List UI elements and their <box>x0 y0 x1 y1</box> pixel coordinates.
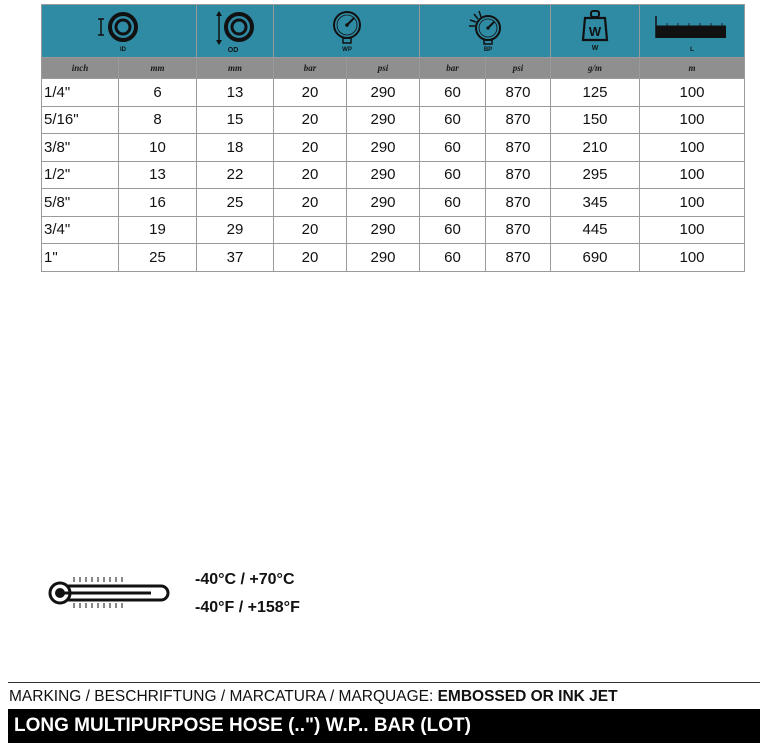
marking-label: MARKING / BESCHRIFTUNG / MARCATURA / MARQUAGE: <box>9 688 438 705</box>
table-cell: 25 <box>197 189 274 217</box>
od-header <box>197 5 274 58</box>
weight-header <box>551 5 640 58</box>
table-cell: 10 <box>119 134 197 162</box>
table-cell: 295 <box>551 161 640 189</box>
table-cell: 150 <box>551 106 640 134</box>
table-cell: 1/4" <box>42 79 119 107</box>
table-cell: 20 <box>274 106 347 134</box>
bp-header <box>420 5 551 58</box>
marking-value: EMBOSSED OR INK JET <box>437 688 618 705</box>
table-cell: 20 <box>274 161 347 189</box>
outer-diameter-icon <box>205 8 265 54</box>
id-label: ID <box>120 47 126 53</box>
table-cell: 100 <box>640 161 745 189</box>
unit-cell: bar <box>420 58 486 79</box>
bp-label: BP <box>483 47 493 53</box>
table-cell: 18 <box>197 134 274 162</box>
table-cell: 8 <box>119 106 197 134</box>
table-cell: 290 <box>347 189 420 217</box>
inner-diameter-icon <box>89 8 149 54</box>
table-cell: 445 <box>551 216 640 244</box>
table-row <box>42 216 745 244</box>
table-cell: 290 <box>347 106 420 134</box>
table-cell: 100 <box>640 134 745 162</box>
weight-label: W <box>591 45 599 52</box>
table-cell: 60 <box>420 106 486 134</box>
table-cell: 13 <box>119 161 197 189</box>
working-pressure-icon <box>317 8 377 54</box>
table-cell: 870 <box>486 106 551 134</box>
table-cell: 100 <box>640 216 745 244</box>
length-ruler-icon <box>647 8 737 54</box>
table-cell: 13 <box>197 79 274 107</box>
unit-cell: g/m <box>551 58 640 79</box>
table-cell: 3/4" <box>42 216 119 244</box>
table-row <box>42 161 745 189</box>
table-cell: 37 <box>197 244 274 272</box>
table-row <box>42 189 745 217</box>
table-cell: 19 <box>119 216 197 244</box>
unit-header-row <box>42 58 745 79</box>
table-cell: 5/8" <box>42 189 119 217</box>
temperature-fahrenheit: -40°F / +158°F <box>195 599 300 616</box>
unit-cell: m <box>640 58 745 79</box>
table-cell: 210 <box>551 134 640 162</box>
table-cell: 290 <box>347 216 420 244</box>
weight-icon <box>565 8 625 54</box>
table-row <box>42 134 745 162</box>
table-cell: 290 <box>347 244 420 272</box>
length-header <box>640 5 745 58</box>
unit-cell: bar <box>274 58 347 79</box>
wp-header <box>274 5 420 58</box>
id-header <box>42 5 197 58</box>
table-cell: 345 <box>551 189 640 217</box>
table-cell: 29 <box>197 216 274 244</box>
table-cell: 870 <box>486 244 551 272</box>
unit-cell: psi <box>486 58 551 79</box>
table-cell: 15 <box>197 106 274 134</box>
table-cell: 1/2" <box>42 161 119 189</box>
table-cell: 100 <box>640 189 745 217</box>
hose-spec-table <box>41 4 745 272</box>
table-cell: 290 <box>347 79 420 107</box>
table-cell: 100 <box>640 79 745 107</box>
table-cell: 20 <box>274 134 347 162</box>
wp-label: WP <box>341 47 352 53</box>
divider <box>8 682 760 683</box>
table-cell: 870 <box>486 161 551 189</box>
table-cell: 870 <box>486 79 551 107</box>
product-banner: LONG MULTIPURPOSE HOSE (..") W.P.. BAR (LOT) <box>8 709 760 743</box>
table-cell: 100 <box>640 106 745 134</box>
table-cell: 20 <box>274 216 347 244</box>
table-cell: 20 <box>274 244 347 272</box>
table-cell: 25 <box>119 244 197 272</box>
table-cell: 60 <box>420 79 486 107</box>
table-cell: 290 <box>347 161 420 189</box>
table-cell: 60 <box>420 216 486 244</box>
table-cell: 20 <box>274 189 347 217</box>
table-cell: 60 <box>420 134 486 162</box>
table-row <box>42 106 745 134</box>
table-cell: 5/16" <box>42 106 119 134</box>
table-cell: 870 <box>486 134 551 162</box>
table-cell: 290 <box>347 134 420 162</box>
table-cell: 125 <box>551 79 640 107</box>
table-cell: 22 <box>197 161 274 189</box>
table-cell: 60 <box>420 244 486 272</box>
table-cell: 870 <box>486 216 551 244</box>
table-cell: 690 <box>551 244 640 272</box>
od-label: OD <box>227 47 239 54</box>
table-cell: 870 <box>486 189 551 217</box>
unit-cell: psi <box>347 58 420 79</box>
table-cell: 100 <box>640 244 745 272</box>
marking-line <box>9 688 618 706</box>
unit-cell: inch <box>42 58 119 79</box>
table-cell: 16 <box>119 189 197 217</box>
weight-badge: W <box>588 24 602 39</box>
table-cell: 60 <box>420 161 486 189</box>
table-cell: 20 <box>274 79 347 107</box>
burst-pressure-icon <box>455 8 515 54</box>
length-label: L <box>690 47 694 53</box>
table-row <box>42 79 745 107</box>
temperature-celsius: -40°C / +70°C <box>195 571 295 588</box>
icon-header-row <box>42 5 745 58</box>
table-cell: 3/8" <box>42 134 119 162</box>
unit-cell: mm <box>197 58 274 79</box>
table-row <box>42 244 745 272</box>
unit-cell: mm <box>119 58 197 79</box>
table-cell: 1" <box>42 244 119 272</box>
table-cell: 6 <box>119 79 197 107</box>
table-cell: 60 <box>420 189 486 217</box>
